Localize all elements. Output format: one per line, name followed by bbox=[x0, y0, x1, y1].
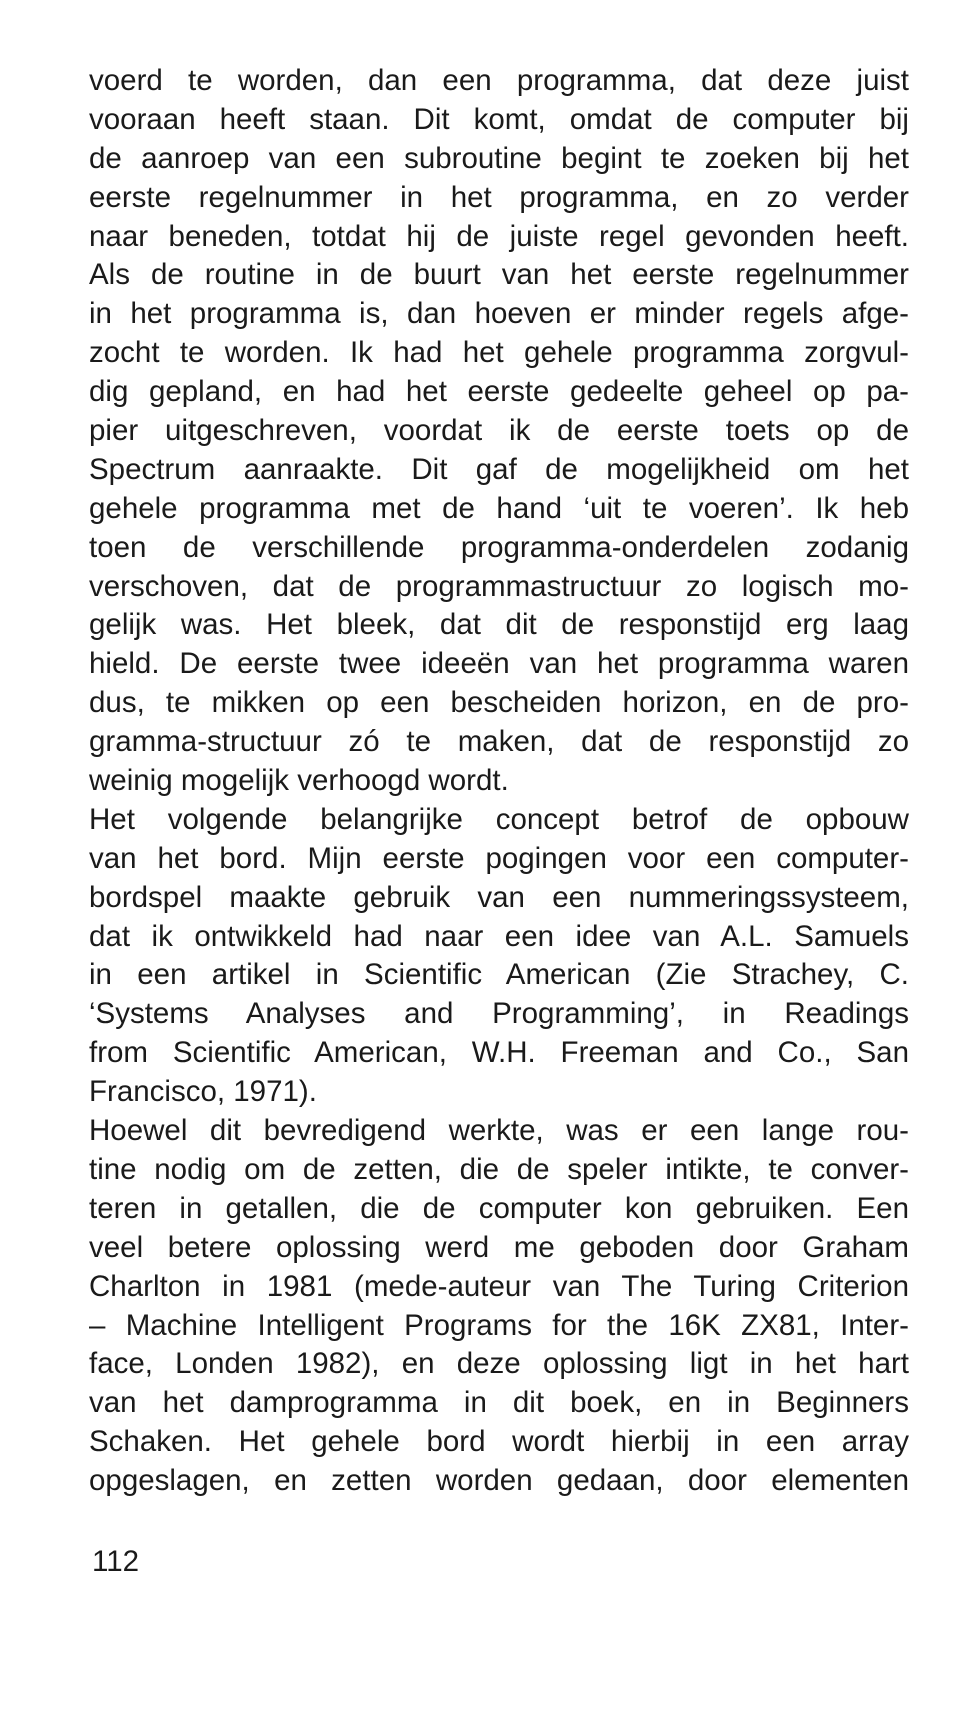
text-line: van het damprogramma in dit boek, en in Beginners bbox=[89, 1386, 909, 1420]
text-line: naar beneden, totdat hij de juiste regel gevonden heeft. bbox=[89, 219, 909, 253]
text-line: – Machine Intelligent Programs for the 16K ZX81, Inter- bbox=[89, 1308, 909, 1342]
text-line: Het volgende belangrijke concept betrof de opbouw bbox=[89, 802, 909, 836]
text-line: Francisco, 1971). bbox=[89, 1075, 317, 1109]
text-line: Spectrum aanraakte. Dit gaf de mogelijkheid om het bbox=[89, 452, 909, 486]
text-line: toen de verschillende programma-onderdelen zodanig bbox=[89, 530, 909, 564]
text-line: gelijk was. Het bleek, dat dit de responstijd erg laag bbox=[89, 608, 909, 642]
text-line: Hoewel dit bevredigend werkte, was er een lange rou- bbox=[89, 1114, 909, 1148]
text-line: in het programma is, dan hoeven er minder regels afge- bbox=[89, 297, 909, 331]
text-line: Schaken. Het gehele bord wordt hierbij in een array bbox=[89, 1425, 909, 1459]
text-line: weinig mogelijk verhoogd wordt. bbox=[89, 764, 509, 798]
text-line: dus, te mikken op een bescheiden horizon, en de pro- bbox=[89, 686, 909, 720]
text-line: Als de routine in de buurt van het eerste regelnummer bbox=[89, 258, 909, 292]
text-line: zocht te worden. Ik had het gehele programma zorgvul- bbox=[89, 336, 909, 370]
text-line: gehele programma met de hand ‘uit te voeren’. Ik heb bbox=[89, 491, 909, 525]
text-line: voerd te worden, dan een programma, dat deze juist bbox=[89, 64, 909, 97]
text-line: dig gepland, en had het eerste gedeelte geheel op pa- bbox=[89, 375, 909, 409]
text-line: pier uitgeschreven, voordat ik de eerste toets op de bbox=[89, 414, 909, 448]
text-line: Charlton in 1981 (mede-auteur van The Turing Criterion bbox=[89, 1269, 909, 1303]
text-line: van het bord. Mijn eerste pogingen voor een computer- bbox=[89, 841, 909, 875]
text-line: opgeslagen, en zetten worden gedaan, door elementen bbox=[89, 1464, 909, 1498]
text-line: hield. De eerste twee ideeën van het programma waren bbox=[89, 647, 909, 681]
text-line: from Scientific American, W.H. Freeman and Co., San bbox=[89, 1036, 909, 1070]
text-line: verschoven, dat de programmastructuur zo logisch mo- bbox=[89, 569, 909, 603]
text-line: ‘Systems Analyses and Programming’, in Readings bbox=[89, 997, 909, 1031]
text-line: tine nodig om de zetten, die de speler intikte, te conver- bbox=[89, 1152, 909, 1186]
text-line: veel betere oplossing werd me geboden door Graham bbox=[89, 1230, 909, 1264]
text-line: gramma-structuur zó te maken, dat de responstijd zo bbox=[89, 725, 909, 759]
text-line: face, Londen 1982), en deze oplossing ligt in het hart bbox=[89, 1347, 909, 1381]
page-number: 112 bbox=[92, 1545, 140, 1578]
text-line: dat ik ontwikkeld had naar een idee van A.L. Samuels bbox=[89, 919, 909, 953]
text-line: in een artikel in Scientific American (Zie Strachey, C. bbox=[89, 958, 909, 992]
text-line: bordspel maakte gebruik van een nummeringssysteem, bbox=[89, 880, 909, 914]
text-line: eerste regelnummer in het programma, en zo verder bbox=[89, 180, 909, 214]
body-text bbox=[89, 62, 909, 1501]
text-line: de aanroep van een subroutine begint te zoeken bij het bbox=[89, 141, 909, 175]
text-line: vooraan heeft staan. Dit komt, omdat de computer bij bbox=[89, 102, 909, 136]
text-line: teren in getallen, die de computer kon gebruiken. Een bbox=[89, 1191, 909, 1225]
